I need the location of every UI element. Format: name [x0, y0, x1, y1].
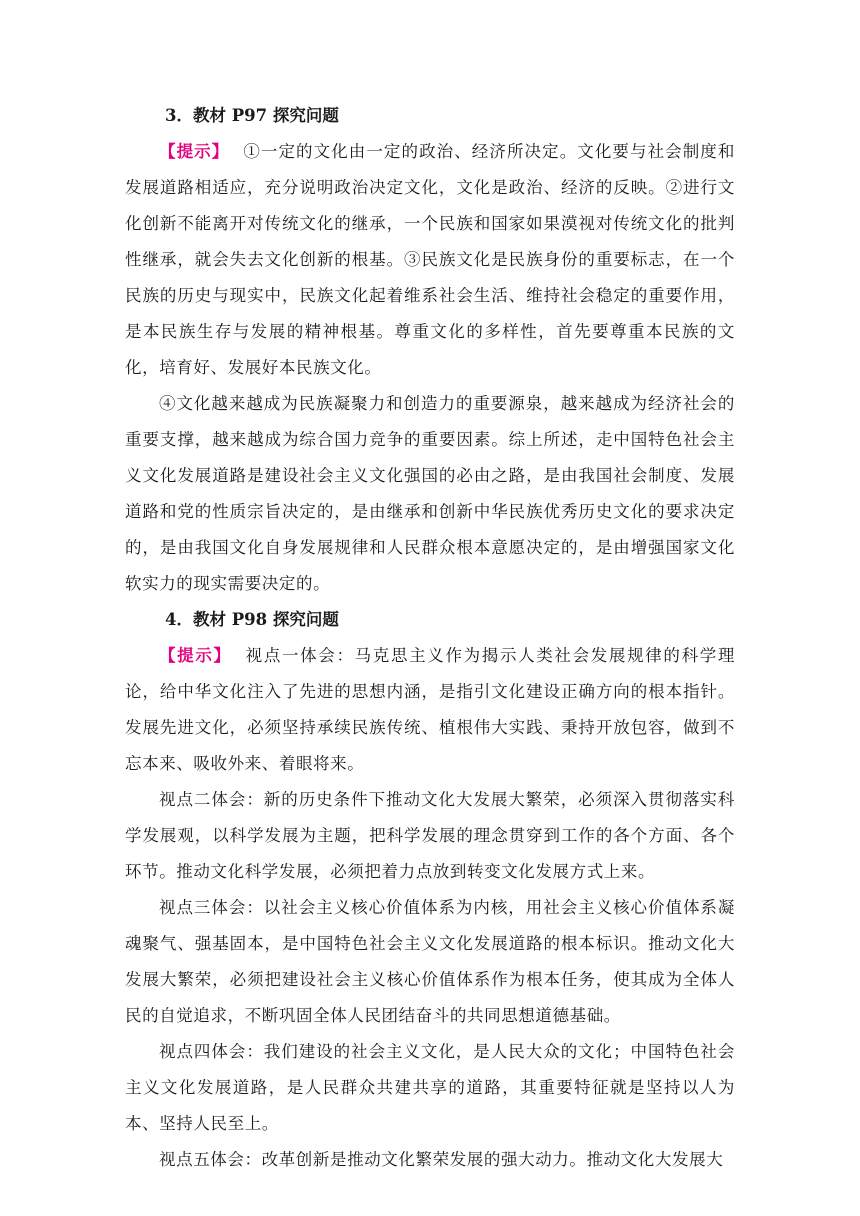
document-body: [125, 98, 735, 1178]
section-4-number: 4: [165, 610, 177, 629]
paragraph-text: ①一定的文化由一定的政治、经济所决定。文化要与社会制度和发展道路相适应，充分说明政治决定文化，文化是政治、经济的反映。②进行文化创新不能离开对传统文化的继承，一个民族和国家如果漠视对传统文化的批判性继承，就会失去文化创新的根基。③民族文化是民族身份的重要标志，在一个民族的历史与现实中，民族文化起着维系社会生活、维持社会稳定的重要作用，是本民族生存与发展的精神根基。尊重文化的多样性，首先要尊重本民族的文化，培育好、发展好本民族文化。: [125, 142, 735, 377]
hint-label: 【提示】: [159, 646, 232, 665]
section-3-hint-paragraph: [125, 134, 735, 386]
section-4-heading: [125, 602, 735, 638]
section-3-heading: [125, 98, 735, 134]
section-3-title: ．教材 P97 探究问题: [176, 106, 339, 125]
section-4-hint-paragraph: [125, 638, 735, 782]
paragraph-text: 视点一体会：马克思主义作为揭示人类社会发展规律的科学理论，给中华文化注入了先进的思想内涵，是指引文化建设正确方向的根本指针。发展先进文化，必须坚持承续民族传统、植根伟大实践、秉持开放包容，做到不忘本来、吸收外来、着眼将来。: [125, 646, 735, 773]
viewpoint-5-paragraph: 视点五体会：改革创新是推动文化繁荣发展的强大动力。推动文化大发展大: [159, 1150, 724, 1169]
section-4-title: ．教材 P98 探究问题: [176, 610, 339, 629]
viewpoint-2-paragraph: 视点二体会：新的历史条件下推动文化大发展大繁荣，必须深入贯彻落实科学发展观，以科学发展为主题，把科学发展的理念贯穿到工作的各个方面、各个环节。推动文化科学发展，必须把着力点放到转变文化发展方式上来。: [125, 790, 735, 881]
hint-label: 【提示】: [159, 142, 230, 161]
viewpoint-4-paragraph: 视点四体会：我们建设的社会主义文化，是人民大众的文化；中国特色社会主义文化发展道路，是人民群众共建共享的道路，其重要特征就是坚持以人为本、坚持人民至上。: [125, 1042, 735, 1133]
section-3-number: 3: [165, 106, 177, 125]
section-3-paragraph-2: ④文化越来越成为民族凝聚力和创造力的重要源泉，越来越成为经济社会的重要支撑，越来越成为综合国力竞争的重要因素。综上所述，走中国特色社会主义文化发展道路是建设社会主义文化强国的必由之路，是由我国社会制度、发展道路和党的性质宗旨决定的，是由继承和创新中华民族优秀历史文化的要求决定的，是由我国文化自身发展规律和人民群众根本意愿决定的，是由增强国家文化软实力的现实需要决定的。: [125, 394, 735, 593]
viewpoint-3-paragraph: 视点三体会：以社会主义核心价值体系为内核，用社会主义核心价值体系凝魂聚气、强基固本，是中国特色社会主义文化发展道路的根本标识。推动文化大发展大繁荣，必须把建设社会主义核心价值体系作为根本任务，使其成为全体人民的自觉追求，不断巩固全体人民团结奋斗的共同思想道德基础。: [125, 898, 735, 1025]
